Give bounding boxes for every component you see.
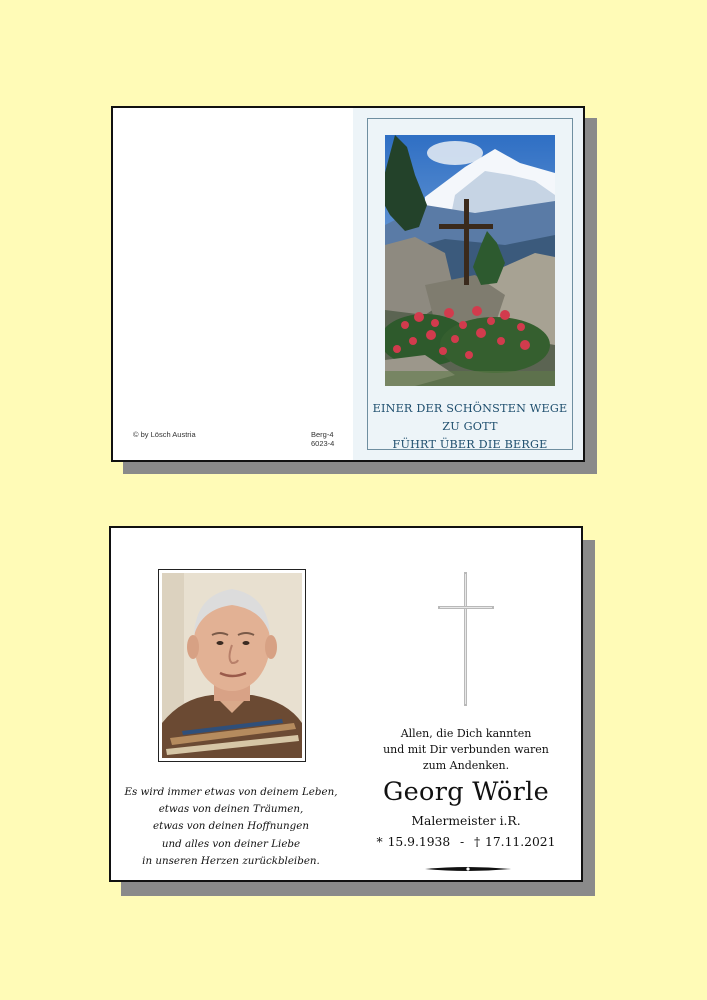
greeting-line-3: zum Andenken. bbox=[422, 759, 510, 772]
greeting-line-1: Allen, die Dich kannten bbox=[400, 727, 532, 740]
verse-line-1: EINER DER SCHÖNSTEN WEGE ZU GOTT bbox=[372, 402, 568, 433]
product-code-line-1: Berg-4 bbox=[311, 430, 334, 439]
portrait-photo bbox=[162, 573, 302, 758]
copyright-text: © by Lösch Austria bbox=[133, 430, 196, 439]
cross-icon bbox=[436, 572, 496, 708]
ornament-divider bbox=[423, 858, 513, 866]
profession: Malermeister i.R. bbox=[411, 814, 521, 828]
poem-line-3: etwas von deinen Hoffnungen bbox=[153, 820, 309, 833]
product-code-line-2: 6023-4 bbox=[311, 439, 335, 448]
verse-line-2: FÜHRT ÜBER DIE BERGE bbox=[392, 438, 548, 451]
greeting-line-2: und mit Dir verbunden waren bbox=[383, 743, 549, 756]
poem-line-4: und alles von deiner Liebe bbox=[161, 837, 301, 850]
bottom-card bbox=[109, 526, 583, 882]
mountain-cross-photo bbox=[385, 135, 555, 386]
memorial-poem bbox=[121, 784, 341, 870]
portrait-frame bbox=[158, 569, 306, 762]
poem-line-5: in unseren Herzen zurückbleiben. bbox=[142, 854, 320, 867]
greeting-text bbox=[361, 726, 571, 774]
product-code bbox=[311, 430, 334, 448]
deceased-name: Georg Wörle bbox=[383, 777, 549, 807]
life-dates: * 15.9.1938 - † 17.11.2021 bbox=[376, 835, 556, 849]
top-card bbox=[111, 106, 585, 462]
poem-line-2: etwas von deinen Träumen, bbox=[158, 803, 304, 816]
poem-line-1: Es wird immer etwas von deinem Leben, bbox=[124, 786, 338, 798]
top-verse bbox=[369, 400, 571, 454]
